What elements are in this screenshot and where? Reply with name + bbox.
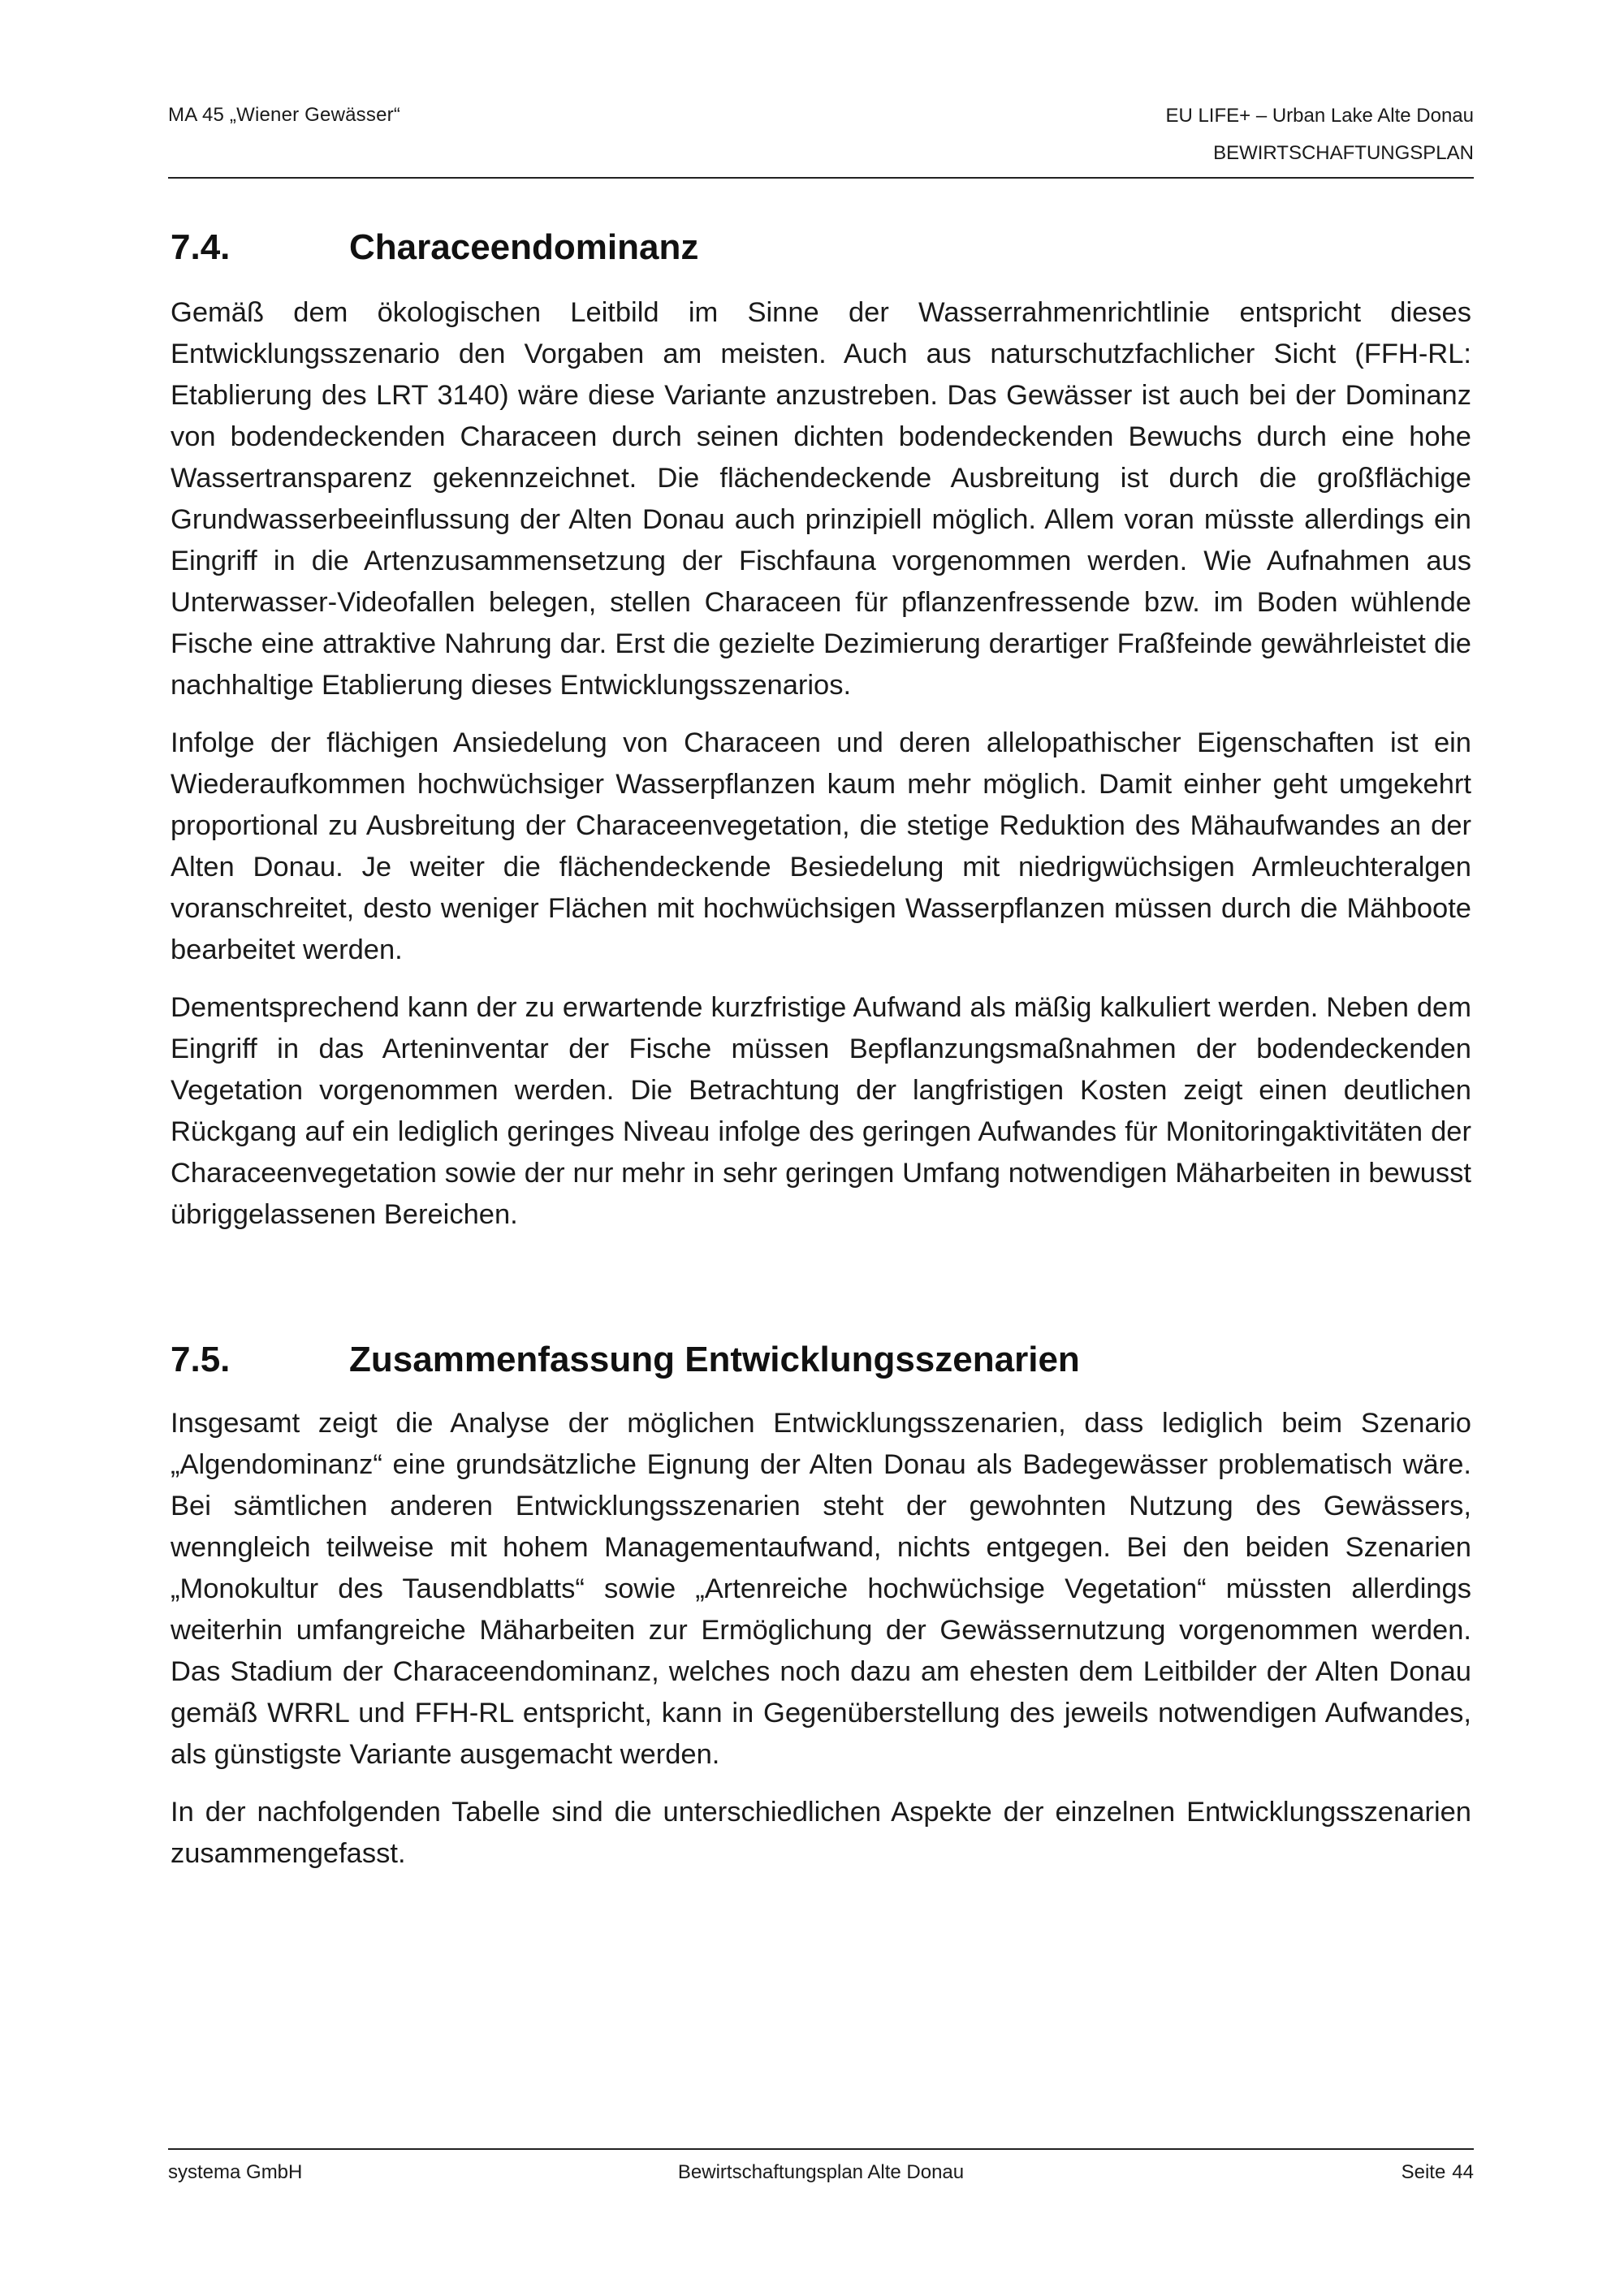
page-number: [1402, 2161, 1474, 2184]
section-heading: [171, 1331, 1471, 1388]
header-project: [1165, 97, 1474, 172]
page-label: Seite: [1401, 2161, 1446, 2183]
section-number: 7.5.: [171, 1340, 231, 1379]
section-heading: [171, 219, 1471, 276]
footer-document-title: Bewirtschaftungsplan Alte Donau: [677, 2161, 965, 2183]
section-number: 7.4.: [171, 227, 231, 267]
paragraph: Dementsprechend kann der zu erwartende kurzfristige Aufwand als mäßig kalkuliert werden. Neben dem Eingriff in das Arteninventar der Fische müssen Bepflanzungsmaßnahmen der bodendeckenden Vegetation vorgenommen werden. Die Betrachtung der langfristigen Kosten zeigt einen deutlichen Rückgang auf ein lediglich geringes Niveau infolge des geringen Aufwandes für Monitoringaktivitäten der Characeenvegetation sowie der nur mehr in sehr geringen Umfang notwendigen Mäharbeiten in bewusst übriggelassenen Bereichen.: [171, 992, 1471, 1230]
paragraph: Gemäß dem ökologischen Leitbild im Sinne der Wasserrahmenrichtlinie entspricht dieses Entwicklungsszenario den Vorgaben am meisten. Auch aus naturschutzfachlicher Sicht (FFH-RL: Etablierung des LRT 3140) wäre diese Variante anzustreben. Das Gewässer ist auch bei der Dominanz von bodendeckenden Characeen durch seinen dichten bodendeckenden Bewuchs durch eine hohe Wassertransparenz gekennzeichnet. Die flächendeckende Ausbreitung ist durch die großflächige Grundwasserbeeinflussung der Alten Donau auch prinzipiell möglich. Allem voran müsste allerdings ein Eingriff in die Artenzusammensetzung der Fischfauna vorgenommen werden. Wie Aufnahmen aus Unterwasser-Videofallen belegen, stellen Characeen für pflanzenfressende bzw. im Boden wühlende Fische eine attraktive Nahrung dar. Erst die gezielte Dezimierung derartiger Fraßfeinde gewährleistet die nachhaltige Etablierung dieses Entwicklungsszenarios.: [171, 297, 1471, 701]
paragraph: In der nachfolgenden Tabelle sind die unterschiedlichen Aspekte der einzelnen Entwicklungsszenarien zusammengefasst.: [171, 1797, 1471, 1869]
section-7-4: [171, 219, 1471, 1236]
section-title: Characeendominanz: [349, 227, 699, 267]
header-document-type: BEWIRTSCHAFTUNGSPLAN: [1213, 142, 1474, 164]
page-header: [168, 97, 1474, 179]
footer-company: systema GmbH: [168, 2161, 303, 2183]
header-organization: MA 45 „Wiener Gewässer“: [168, 104, 401, 126]
header-project-title: EU LIFE+ – Urban Lake Alte Donau: [1165, 105, 1474, 127]
page-number-value: 44: [1452, 2161, 1474, 2183]
section-7-5: [171, 1331, 1471, 1875]
paragraph: Insgesamt zeigt die Analyse der möglichen Entwicklungsszenarien, dass lediglich beim Szenario „Algendominanz“ eine grundsätzliche Eignung der Alten Donau als Badegewässer problematisch wäre. Bei sämtlichen anderen Entwicklungsszenarien steht der gewohnten Nutzung des Gewässers, wenngleich teilweise mit hohem Managementaufwand, nichts entgegen. Bei den beiden Szenarien „Monokultur des Tausendblatts“ sowie „Artenreiche hochwüchsige Vegetation“ müssten allerdings weiterhin umfangreiche Mäharbeiten zur Ermöglichung der Gewässernutzung vorgenommen werden. Das Stadium der Characeendominanz, welches noch dazu am ehesten dem Leitbilder der Alten Donau gemäß WRRL und FFH-RL entspricht, kann in Gegenüberstellung des jeweils notwendigen Aufwandes, als günstigste Variante ausgemacht werden.: [171, 1408, 1471, 1770]
page-footer: [168, 2148, 1474, 2182]
page-content: [171, 219, 1471, 1875]
section-title: Zusammenfassung Entwicklungsszenarien: [349, 1340, 1080, 1379]
paragraph: Infolge der flächigen Ansiedelung von Characeen und deren allelopathischer Eigenschaften ist ein Wiederaufkommen hochwüchsiger Wasserpflanzen kaum mehr möglich. Damit einher geht umgekehrt proportional zu Ausbreitung der Characeenvegetation, die stetige Reduktion des Mähaufwandes an der Alten Donau. Je weiter die flächendeckende Besiedelung mit niedrigwüchsigen Armleuchteralgen voranschreitet, desto weniger Flächen mit hochwüchsigen Wasserpflanzen müssen durch die Mähboote bearbeitet werden.: [171, 727, 1471, 965]
